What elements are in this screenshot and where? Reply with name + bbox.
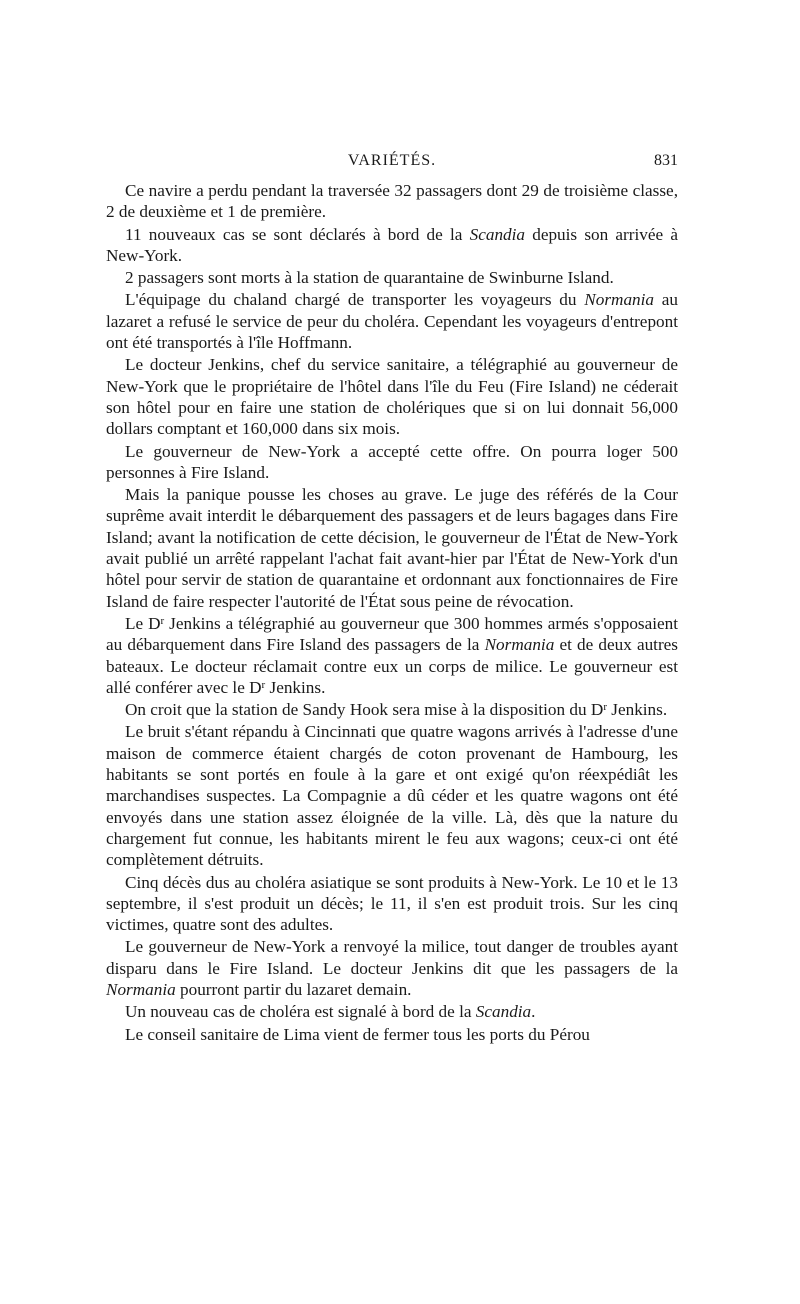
paragraph	[106, 721, 678, 870]
running-title: VARIÉTÉS.	[347, 152, 437, 169]
italic-run: Normania	[106, 979, 176, 999]
paragraph	[106, 267, 678, 288]
text-run: 11 nouveaux cas se sont déclarés à bord de la	[125, 224, 470, 244]
paragraph	[106, 699, 678, 720]
paragraph	[106, 1001, 678, 1022]
italic-run: Scandia	[475, 1002, 532, 1022]
running-header	[106, 150, 678, 180]
text-run: pourront partir du lazaret demain.	[175, 979, 412, 999]
text-run: Le gouverneur de New-York a renvoyé la milice, tout danger de troubles ayant disparu dans le Fire Island. Le docteur Jenkins dit que les passagers de la	[106, 937, 678, 978]
text-run: Ce navire a perdu pendant la traversée 32 passagers dont 29 de troisième classe, 2 de deuxième et 1 de première.	[106, 181, 678, 222]
text-run: Jenkins.	[265, 677, 326, 697]
text-run: Le bruit s'étant répandu à Cincinnati que quatre wagons arrivés à l'adresse d'une maison de commerce étaient chargés de coton provenant de Hambourg, les habitants se sont portés en foule à la gare et ont exigé qu'on réexpédiât les marchandises suspectes. La Compagnie a dû céder et les quatre wagons ont été envoyés dans une station assez éloignée de la ville. Là, dès que la nature du chargement fut connue, les habitants mirent le feu aux wagons; ceux-ci ont été complètement détruits.	[106, 722, 678, 870]
paragraph	[106, 1024, 678, 1045]
paragraph	[106, 354, 678, 439]
italic-run: Normania	[484, 635, 555, 655]
paragraph	[106, 484, 678, 612]
article-text	[106, 180, 678, 1045]
text-run: depuis son arrivée à New-York.	[106, 224, 678, 265]
paragraph	[106, 872, 678, 936]
superscript: r	[160, 614, 165, 627]
page-number: 831	[654, 152, 678, 169]
text-run: Un nouveau cas de choléra est signalé à bord de la	[125, 1002, 476, 1022]
paragraph	[106, 180, 678, 223]
text-run: Mais la panique pousse les choses au grave. Le juge des référés de la Cour suprême avait interdit le débarquement des passagers et de leurs bagages dans Fire Island; avant la notification de cette décision, le gouverneur de l'État de New-York avait publié un arrêté rappelant l'achat fait avant-hier par l'État de New-York d'un hôtel pour servir de station de quarantaine et ordonnant aux fonctionnaires de Fire Island de faire respecter l'autorité de l'État sous peine de révocation.	[106, 485, 678, 611]
text-run: L'équipage du chaland chargé de transporter les voyageurs du	[125, 290, 585, 310]
text-run: Le docteur Jenkins, chef du service sanitaire, a télégraphié au gouverneur de New-York que le propriétaire de l'hôtel dans l'île du Feu (Fire Island) ne céderait son hôtel pour en faire une station de cholériques que si on lui donnait 56,000 dollars comptant et 160,000 dans six mois.	[106, 355, 678, 439]
text-run: .	[531, 1002, 536, 1022]
paragraph	[106, 936, 678, 1000]
paragraph	[106, 613, 678, 698]
text-run: Le gouverneur de New-York a accepté cette offre. On pourra loger 500 personnes à Fire Island.	[106, 441, 678, 482]
italic-run: Normania	[584, 290, 654, 310]
text-run: On croit que la station de Sandy Hook sera mise à la disposition du D	[125, 700, 604, 720]
text-run: au lazaret a refusé le service de peur du choléra. Cependant les voyageurs d'entrepont ont été transportés à l'île Hoffmann.	[106, 290, 678, 353]
text-run: Le conseil sanitaire de Lima vient de fermer tous les ports du Pérou	[125, 1024, 590, 1044]
text-run: Le D	[125, 613, 161, 633]
paragraph	[106, 224, 678, 267]
italic-run: Scandia	[469, 224, 525, 244]
text-run: Cinq décès dus au choléra asiatique se sont produits à New-York. Le 10 et le 13 septembre, il s'est produit un décès; le 11, il s'en est produit trois. Sur les cinq victimes, quatre sont des adultes.	[106, 872, 678, 935]
superscript: r	[261, 678, 266, 691]
text-run: Jenkins a télégraphié au gouverneur que 300 hommes armés s'opposaient au débarquement dans Fire Island des passagers de la	[106, 613, 679, 655]
paragraph	[106, 289, 678, 353]
paragraph	[106, 441, 678, 484]
page-body	[106, 150, 678, 1046]
superscript: r	[603, 701, 607, 714]
text-run: Jenkins.	[606, 700, 668, 720]
text-run: 2 passagers sont morts à la station de quarantaine de Swinburne Island.	[125, 268, 614, 288]
text-run: et de deux autres bateaux. Le docteur réclamait contre eux un corps de milice. Le gouverneur est allé conférer avec le D	[106, 635, 678, 697]
